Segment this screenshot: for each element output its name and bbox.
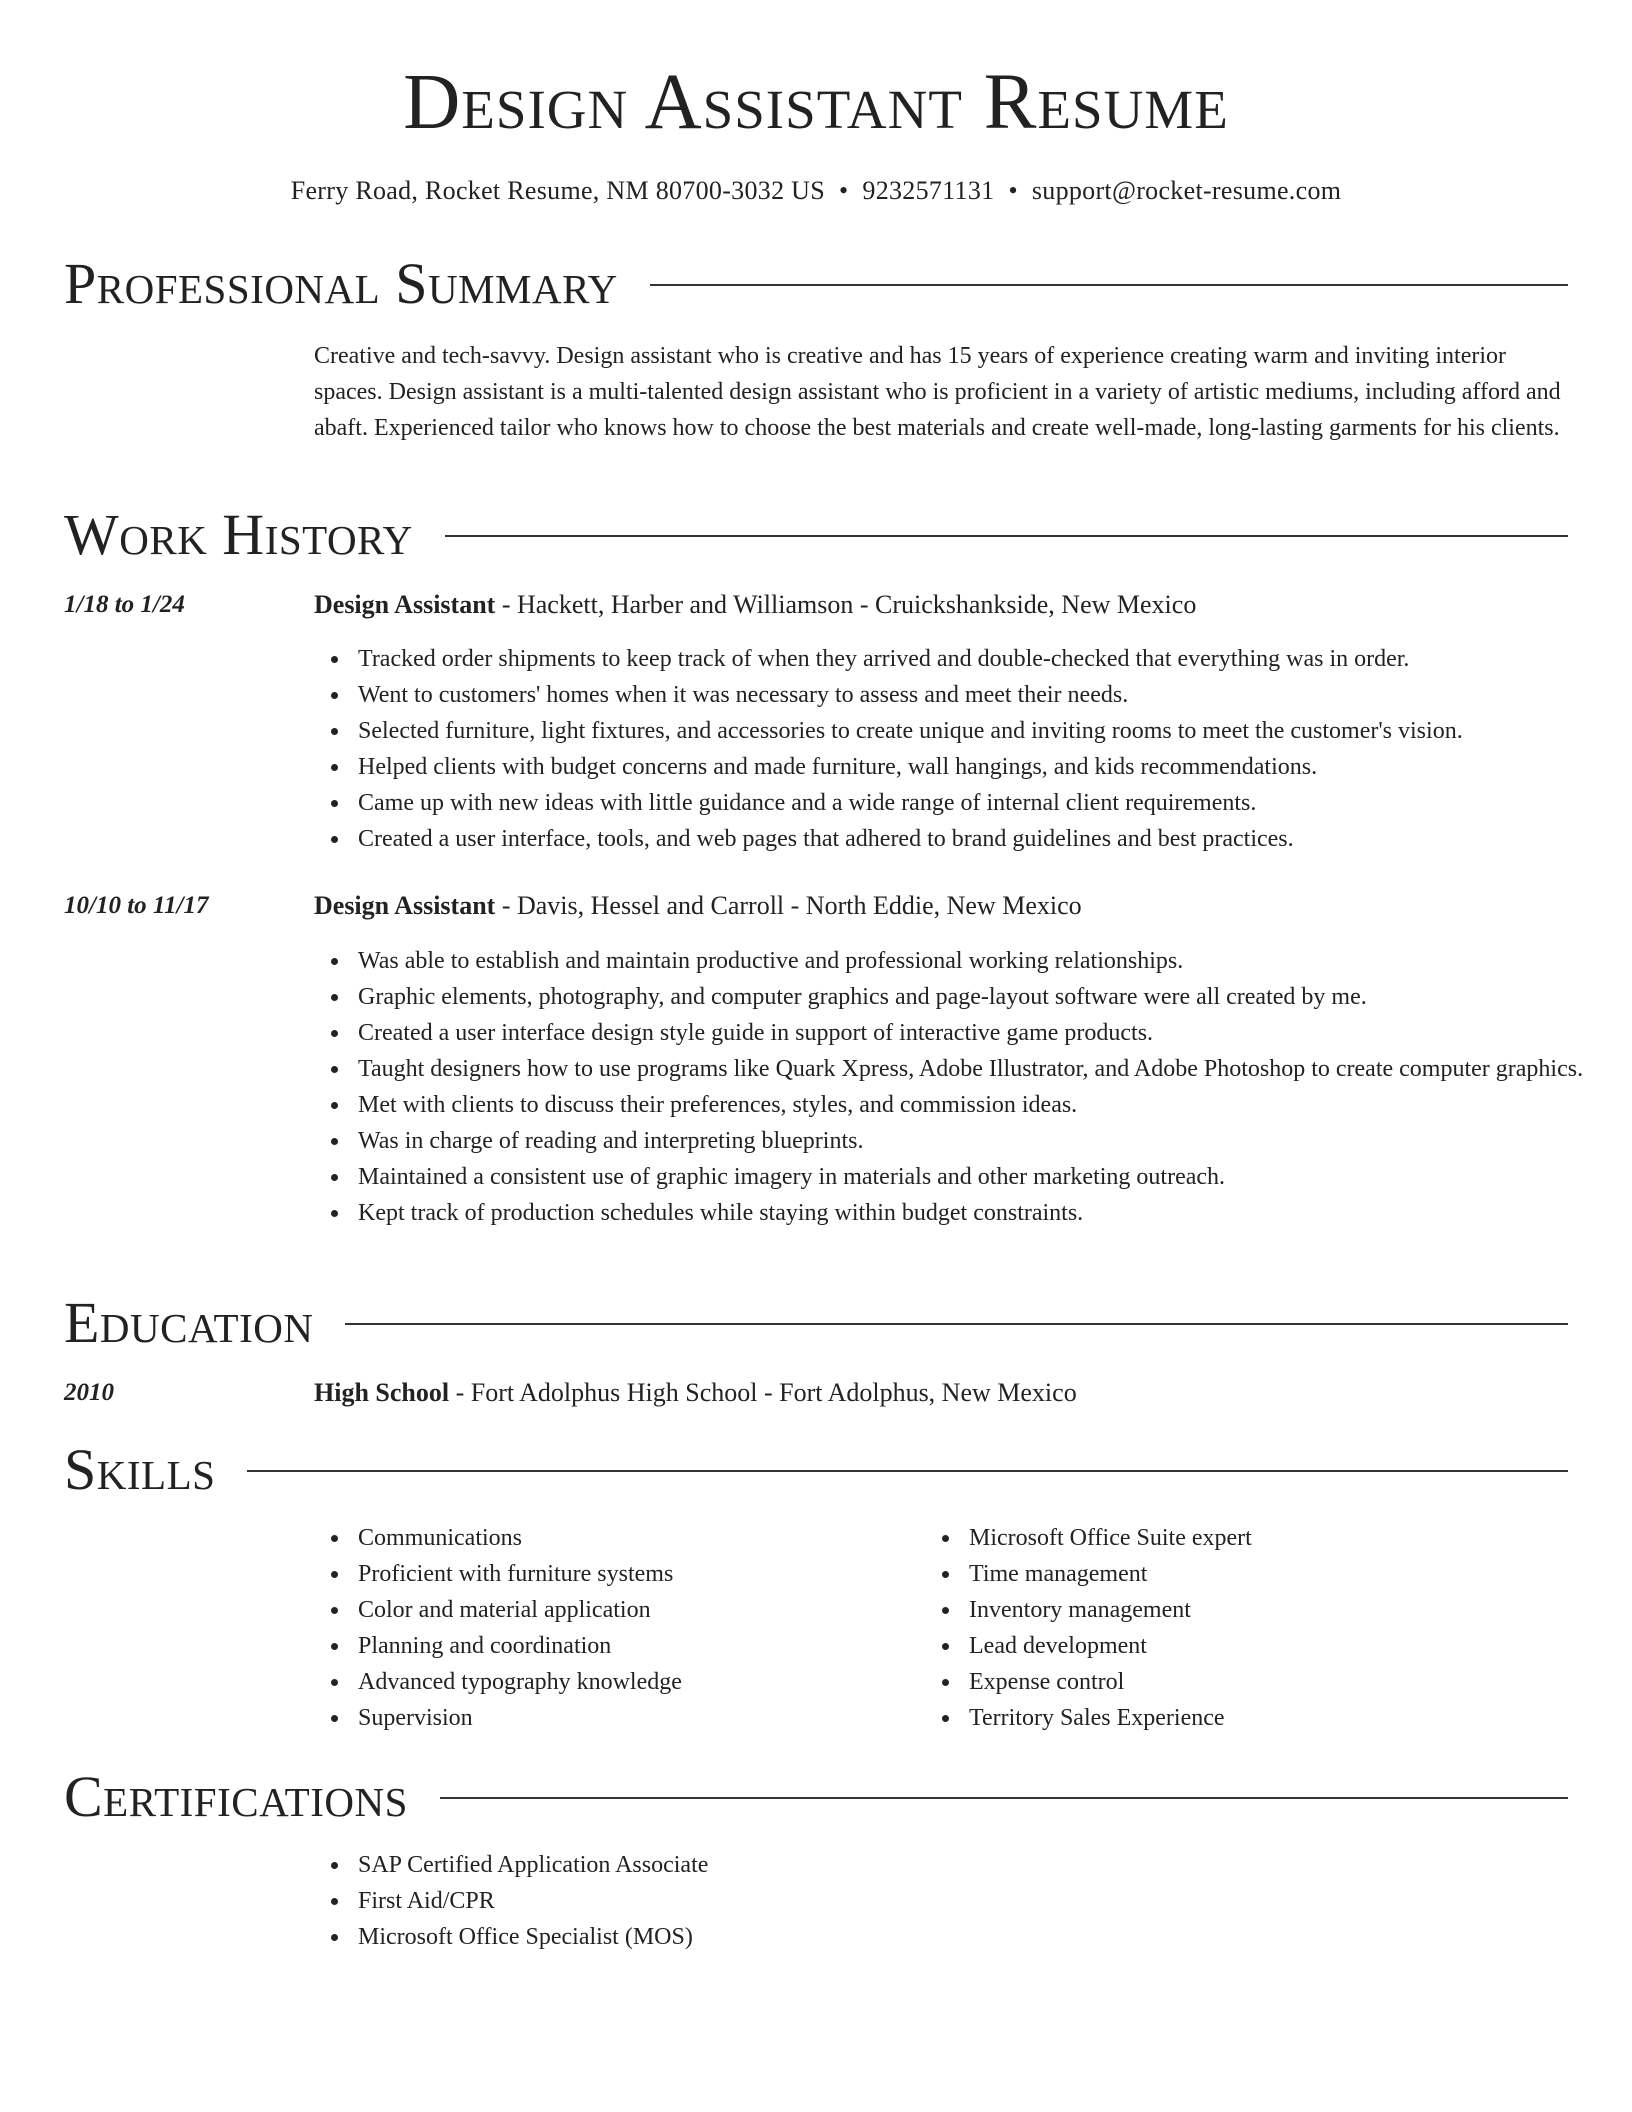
list-item: Created a user interface design style guide in support of interactive game products. [358, 1015, 1612, 1051]
list-item: Graphic elements, photography, and computer graphics and page-layout software were all created by me. [358, 979, 1612, 1015]
job-bullets [314, 943, 1612, 1231]
job-heading [314, 588, 1570, 622]
section-title: Certifications [64, 1764, 408, 1829]
contact-separator: • [839, 176, 849, 205]
skill-item: Advanced typography knowledge [358, 1664, 938, 1700]
certifications-list [314, 1847, 1612, 1955]
contact-line [0, 174, 1632, 208]
list-item: Taught designers how to use programs like Quark Xpress, Adobe Illustrator, and Adobe Photoshop to create computer graphics. [358, 1051, 1612, 1087]
education-degree: High School [314, 1378, 450, 1407]
summary-text: Creative and tech-savvy. Design assistant who is creative and has 15 years of experience creating warm and inviting interior spaces. Design assistant is a multi-talented design assistant who is proficient in a variety of artistic mediums, including afford and abaft. Experienced tailor who knows how to choose the best materials and create well-made, long-lasting garments for his clients. [314, 343, 1561, 441]
section-title: Work History [64, 502, 413, 567]
section-title: Professional Summary [64, 251, 618, 316]
skill-item: Supervision [358, 1700, 938, 1736]
section-divider [247, 1470, 1568, 1472]
section-divider [650, 284, 1568, 286]
section-header-summary [64, 249, 1568, 319]
section-header-certifications [64, 1762, 1568, 1832]
skill-item: Inventory management [969, 1592, 1569, 1628]
contact-address: Ferry Road, Rocket Resume, NM 80700-3032 US [290, 176, 825, 205]
list-item: Went to customers' homes when it was necessary to assess and meet their needs. [358, 677, 1612, 713]
skill-item: Time management [969, 1556, 1569, 1592]
job-dates: 10/10 to 11/17 [64, 892, 209, 919]
skill-item: Expense control [969, 1664, 1569, 1700]
job-title: Design Assistant [314, 590, 496, 619]
skills-list-right [925, 1520, 1569, 1736]
list-item: Tracked order shipments to keep track of when they arrived and double-checked that everything was in order. [358, 641, 1612, 677]
job-title: Design Assistant [314, 891, 496, 920]
list-item: Helped clients with budget concerns and made furniture, wall hangings, and kids recommendations. [358, 749, 1612, 785]
job-heading [314, 889, 1570, 923]
contact-separator: • [1008, 176, 1018, 205]
section-header-skills [64, 1435, 1568, 1505]
job-dates: 1/18 to 1/24 [64, 591, 185, 618]
job-details: - Davis, Hessel and Carroll - North Eddie, New Mexico [495, 891, 1082, 920]
contact-phone: 9232571131 [862, 176, 995, 205]
section-divider [440, 1797, 1568, 1799]
education-year: 2010 [64, 1379, 114, 1406]
section-title: Education [64, 1290, 314, 1355]
skills-list-left [314, 1520, 938, 1736]
certification-item: SAP Certified Application Associate [358, 1847, 1612, 1883]
list-item: Created a user interface, tools, and web pages that adhered to brand guidelines and best practices. [358, 821, 1612, 857]
section-header-education [64, 1288, 1568, 1358]
job-details: - Hackett, Harber and Williamson - Cruickshankside, New Mexico [495, 590, 1197, 619]
job-bullets [314, 641, 1612, 857]
section-divider [345, 1323, 1568, 1325]
education-details: - Fort Adolphus High School - Fort Adolphus, New Mexico [449, 1378, 1077, 1407]
list-item: Met with clients to discuss their preferences, styles, and commission ideas. [358, 1087, 1612, 1123]
section-title: Skills [64, 1437, 216, 1502]
skill-item: Color and material application [358, 1592, 938, 1628]
skill-item: Microsoft Office Suite expert [969, 1520, 1569, 1556]
skill-item: Territory Sales Experience [969, 1700, 1569, 1736]
list-item: Was in charge of reading and interpreting blueprints. [358, 1123, 1612, 1159]
section-divider [445, 535, 1568, 537]
resume-title: Design Assistant Resume [403, 59, 1229, 146]
skill-item: Communications [358, 1520, 938, 1556]
list-item: Was able to establish and maintain productive and professional working relationships. [358, 943, 1612, 979]
certification-item: Microsoft Office Specialist (MOS) [358, 1919, 1612, 1955]
skill-item: Lead development [969, 1628, 1569, 1664]
list-item: Maintained a consistent use of graphic imagery in materials and other marketing outreach. [358, 1159, 1612, 1195]
certification-item: First Aid/CPR [358, 1883, 1612, 1919]
list-item: Kept track of production schedules while staying within budget constraints. [358, 1195, 1612, 1231]
skill-item: Planning and coordination [358, 1628, 938, 1664]
list-item: Selected furniture, light fixtures, and accessories to create unique and inviting rooms to meet the customer's vision. [358, 713, 1612, 749]
education-heading [314, 1376, 1570, 1410]
list-item: Came up with new ideas with little guidance and a wide range of internal client requirements. [358, 785, 1612, 821]
section-header-work-history [64, 500, 1568, 570]
contact-email[interactable]: support@rocket-resume.com [1031, 176, 1342, 205]
skill-item: Proficient with furniture systems [358, 1556, 938, 1592]
